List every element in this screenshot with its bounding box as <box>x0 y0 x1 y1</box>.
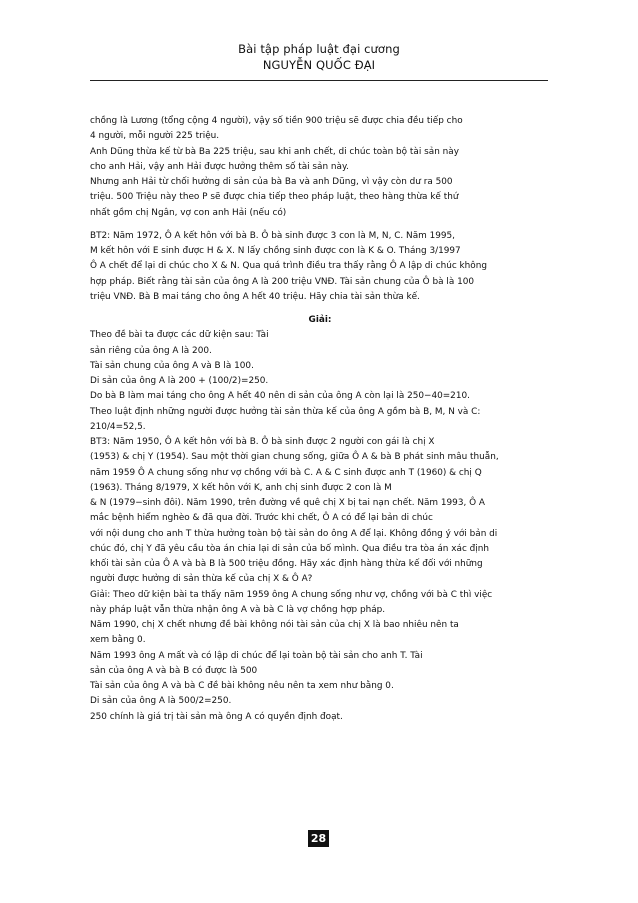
text-line: 4 người, mỗi người 225 triệu. <box>90 131 220 142</box>
header-divider <box>90 80 548 81</box>
text-line: Năm 1993 ông A mất và có lập di chúc để lại toàn bộ tài sản cho anh T. Tài <box>90 650 423 661</box>
text-line: cho anh Hải, vậy anh Hải được hưởng thêm số tài sản này. <box>90 161 349 172</box>
text-line: nhất gồm chị Ngân, vợ con anh Hải (nếu có) <box>90 207 287 218</box>
text-line: sản riêng của ông A là 200. <box>90 345 212 356</box>
text-line: Ô A chết để lại di chúc cho X & N. Qua quá trình điều tra thấy rằng Ô A lập di chúc không <box>90 261 487 272</box>
text-line: Di sản của ông A là 200 + (100/2)=250. <box>90 376 269 386</box>
header-author: NGUYỄN QUỐC ĐẠI <box>262 58 376 72</box>
text-line: (1953) & chị Y (1954). Sau một thời gian chung sống, giữa Ô A & bà B phát sinh mâu thuẫn, <box>90 452 499 463</box>
text-line: năm 1959 Ô A chung sống như vợ chồng với bà C. A & C sinh được anh T (1960) & chị Q <box>90 467 482 478</box>
text-line: BT3: Năm 1950, Ô A kết hôn với bà B. Ô bà sinh được 2 người con gái là chị X <box>90 437 435 447</box>
exercise-bt2 <box>90 229 550 305</box>
text-line: BT2: Năm 1972, Ô A kết hôn với bà B. Ô bà sinh được 3 con là M, N, C. Năm 1995, <box>90 230 456 241</box>
spacer <box>90 305 550 313</box>
text-line: M kết hôn với E sinh được H & X. N lấy chồng sinh được con là K & O. Tháng 3/1997 <box>90 246 461 256</box>
text-line: triệu VNĐ. Bà B mai táng cho ông A hết 40 triệu. Hãy chia tài sản thừa kế. <box>90 291 420 302</box>
text-line: sản của ông A và bà B có được là 500 <box>90 665 258 676</box>
text-line: (1963). Tháng 8/1979, X kết hôn với K, anh chị sinh được 2 con là M <box>90 482 392 493</box>
text-line: Nhưng anh Hải từ chối hưởng di sản của bà Ba và anh Dũng, vì vậy còn dư ra 500 <box>90 177 453 187</box>
text-line: Theo đề bài ta được các dữ kiện sau: Tài <box>90 330 269 341</box>
text-line: Tài sản của ông A và bà C đề bài không nêu nên ta xem như bằng 0. <box>90 681 394 691</box>
text-line: 250 chính là giá trị tài sản mà ông A có quyền định đoạt. <box>90 711 343 722</box>
text-line: với nội dung cho anh T thừa hưởng toàn bộ tài sản do ông A để lại. Không đồng ý với bản di <box>90 528 498 539</box>
text-line: Do bà B làm mai táng cho ông A hết 40 nên di sản của ông A còn lại là 250−40=210. <box>90 391 470 402</box>
text-line: người được hưởng di sản thừa kế của chị X & Ô A? <box>90 574 313 585</box>
text-line: chồng là Lương (tổng cộng 4 người), vậy số tiền 900 triệu sẽ được chia đều tiếp cho <box>90 116 463 126</box>
text-line: Di sản của ông A là 500/2=250. <box>90 696 232 707</box>
text-line: hợp pháp. Biết rằng tài sản của ông A là 200 triệu VNĐ. Tài sản chung của Ô bà là 100 <box>90 276 475 287</box>
text-line: chúc đó, chị Y đã yêu cầu tòa án chia lại di sản của bố mình. Qua điều tra tòa án xác định <box>90 543 489 554</box>
spacer <box>90 221 550 229</box>
text-line: Năm 1990, chị X chết nhưng đề bài không nói tài sản của chị X là bao nhiêu nên ta <box>90 620 459 630</box>
solution-body <box>90 328 550 725</box>
text-line: khối tài sản của Ô A và bà B là 500 triệu đồng. Hãy xác định hàng thừa kế đối với những <box>90 559 483 569</box>
text-line: Giải: Theo dữ kiện bài ta thấy năm 1959 ông A chung sống như vợ, chồng với bà C thì việc <box>90 589 493 600</box>
page-header <box>0 41 638 73</box>
text-line: mắc bệnh hiểm nghèo & đã qua đời. Trước khi chết, Ô A có để lại bản di chúc <box>90 513 433 524</box>
text-line: triệu. 500 Triệu này theo P sẽ được chia tiếp theo pháp luật, theo hàng thừa kế thứ <box>90 192 459 203</box>
text-line: Anh Dũng thừa kế từ bà Ba 225 triệu, sau khi anh chết, di chúc toàn bộ tài sản này <box>90 146 459 157</box>
page-content <box>90 114 550 725</box>
page-number: 28 <box>308 830 329 847</box>
solution-heading: Giải: <box>308 315 332 325</box>
text-line: & N (1979−sinh đôi). Năm 1990, trên đường về quê chị X bị tai nạn chết. Năm 1993, Ô A <box>90 498 485 508</box>
text-line: Theo luật định những người được hưởng tài sản thừa kế của ông A gồm bà B, M, N và C: <box>90 406 481 417</box>
text-line: này pháp luật vẫn thừa nhận ông A và bà C là vợ chồng hợp pháp. <box>90 604 386 615</box>
header-title: Bài tập pháp luật đại cương <box>238 42 400 56</box>
paragraph-intro <box>90 114 550 221</box>
text-line: 210/4=52,5. <box>90 421 146 432</box>
text-line: Tài sản chung của ông A và B là 100. <box>90 360 254 371</box>
text-line: xem bằng 0. <box>90 635 146 646</box>
